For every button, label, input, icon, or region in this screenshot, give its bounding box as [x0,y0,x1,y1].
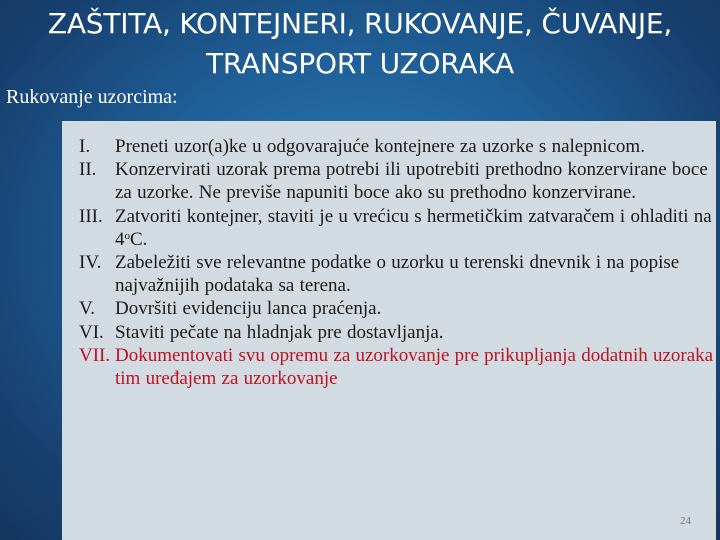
page-number: 24 [680,515,691,527]
step-text: Preneti uzor(a)ke u odgovarajuće kontejnere za uzorke s nalepnicom. [115,136,645,157]
step-text-suffix: C. [130,228,148,250]
title-line-1: ZAŠTITA, KONTEJNERI, RUKOVANJE, ČUVANJE, [47,7,673,40]
step-number: IV. [79,252,102,274]
step-text: Zatvoriti kontejner, staviti je u vrećicu s hermetičkim zatvaračem i ohladiti na 4 [115,205,712,250]
list-item [79,135,715,158]
step-number: I. [79,136,91,157]
step-number: V. [79,298,96,320]
list-item [79,158,715,204]
list-item [79,321,715,344]
title-line-2: TRANSPORT UZORAKA [206,47,514,80]
step-text: Dokumentovati svu opremu za uzorkovanje pre prikupljanja dodatnih uzoraka tim uređajem za uzorkovanje [115,344,714,390]
step-text: Dovršiti evidenciju lanca praćenja. [115,298,382,320]
step-number: II. [79,159,97,181]
step-text: Zabeležiti sve relevantne podatke o uzorku u terenski dnevnik i na popise najvažnijih podataka sa terena. [115,252,680,297]
step-number: III. [79,205,103,227]
step-text: Konzervirati uzorak prema potrebi ili upotrebiti prethodno konzervirane boce za uzorke. Ne previše napuniti boce ako su prethodno konzervirane. [115,159,708,204]
list-item [79,205,715,251]
list-item [79,251,715,297]
step-text: Staviti pečate na hladnjak pre dostavljanja. [115,321,444,343]
step-number: VII. [79,344,111,366]
list-item [79,297,715,320]
steps-list [79,135,715,390]
section-subtitle: Rukovanje uzorcima: [6,86,178,108]
slide-title [0,4,720,84]
list-item [79,344,715,390]
step-number: VI. [79,321,104,343]
degree-superscript: o [124,229,130,242]
